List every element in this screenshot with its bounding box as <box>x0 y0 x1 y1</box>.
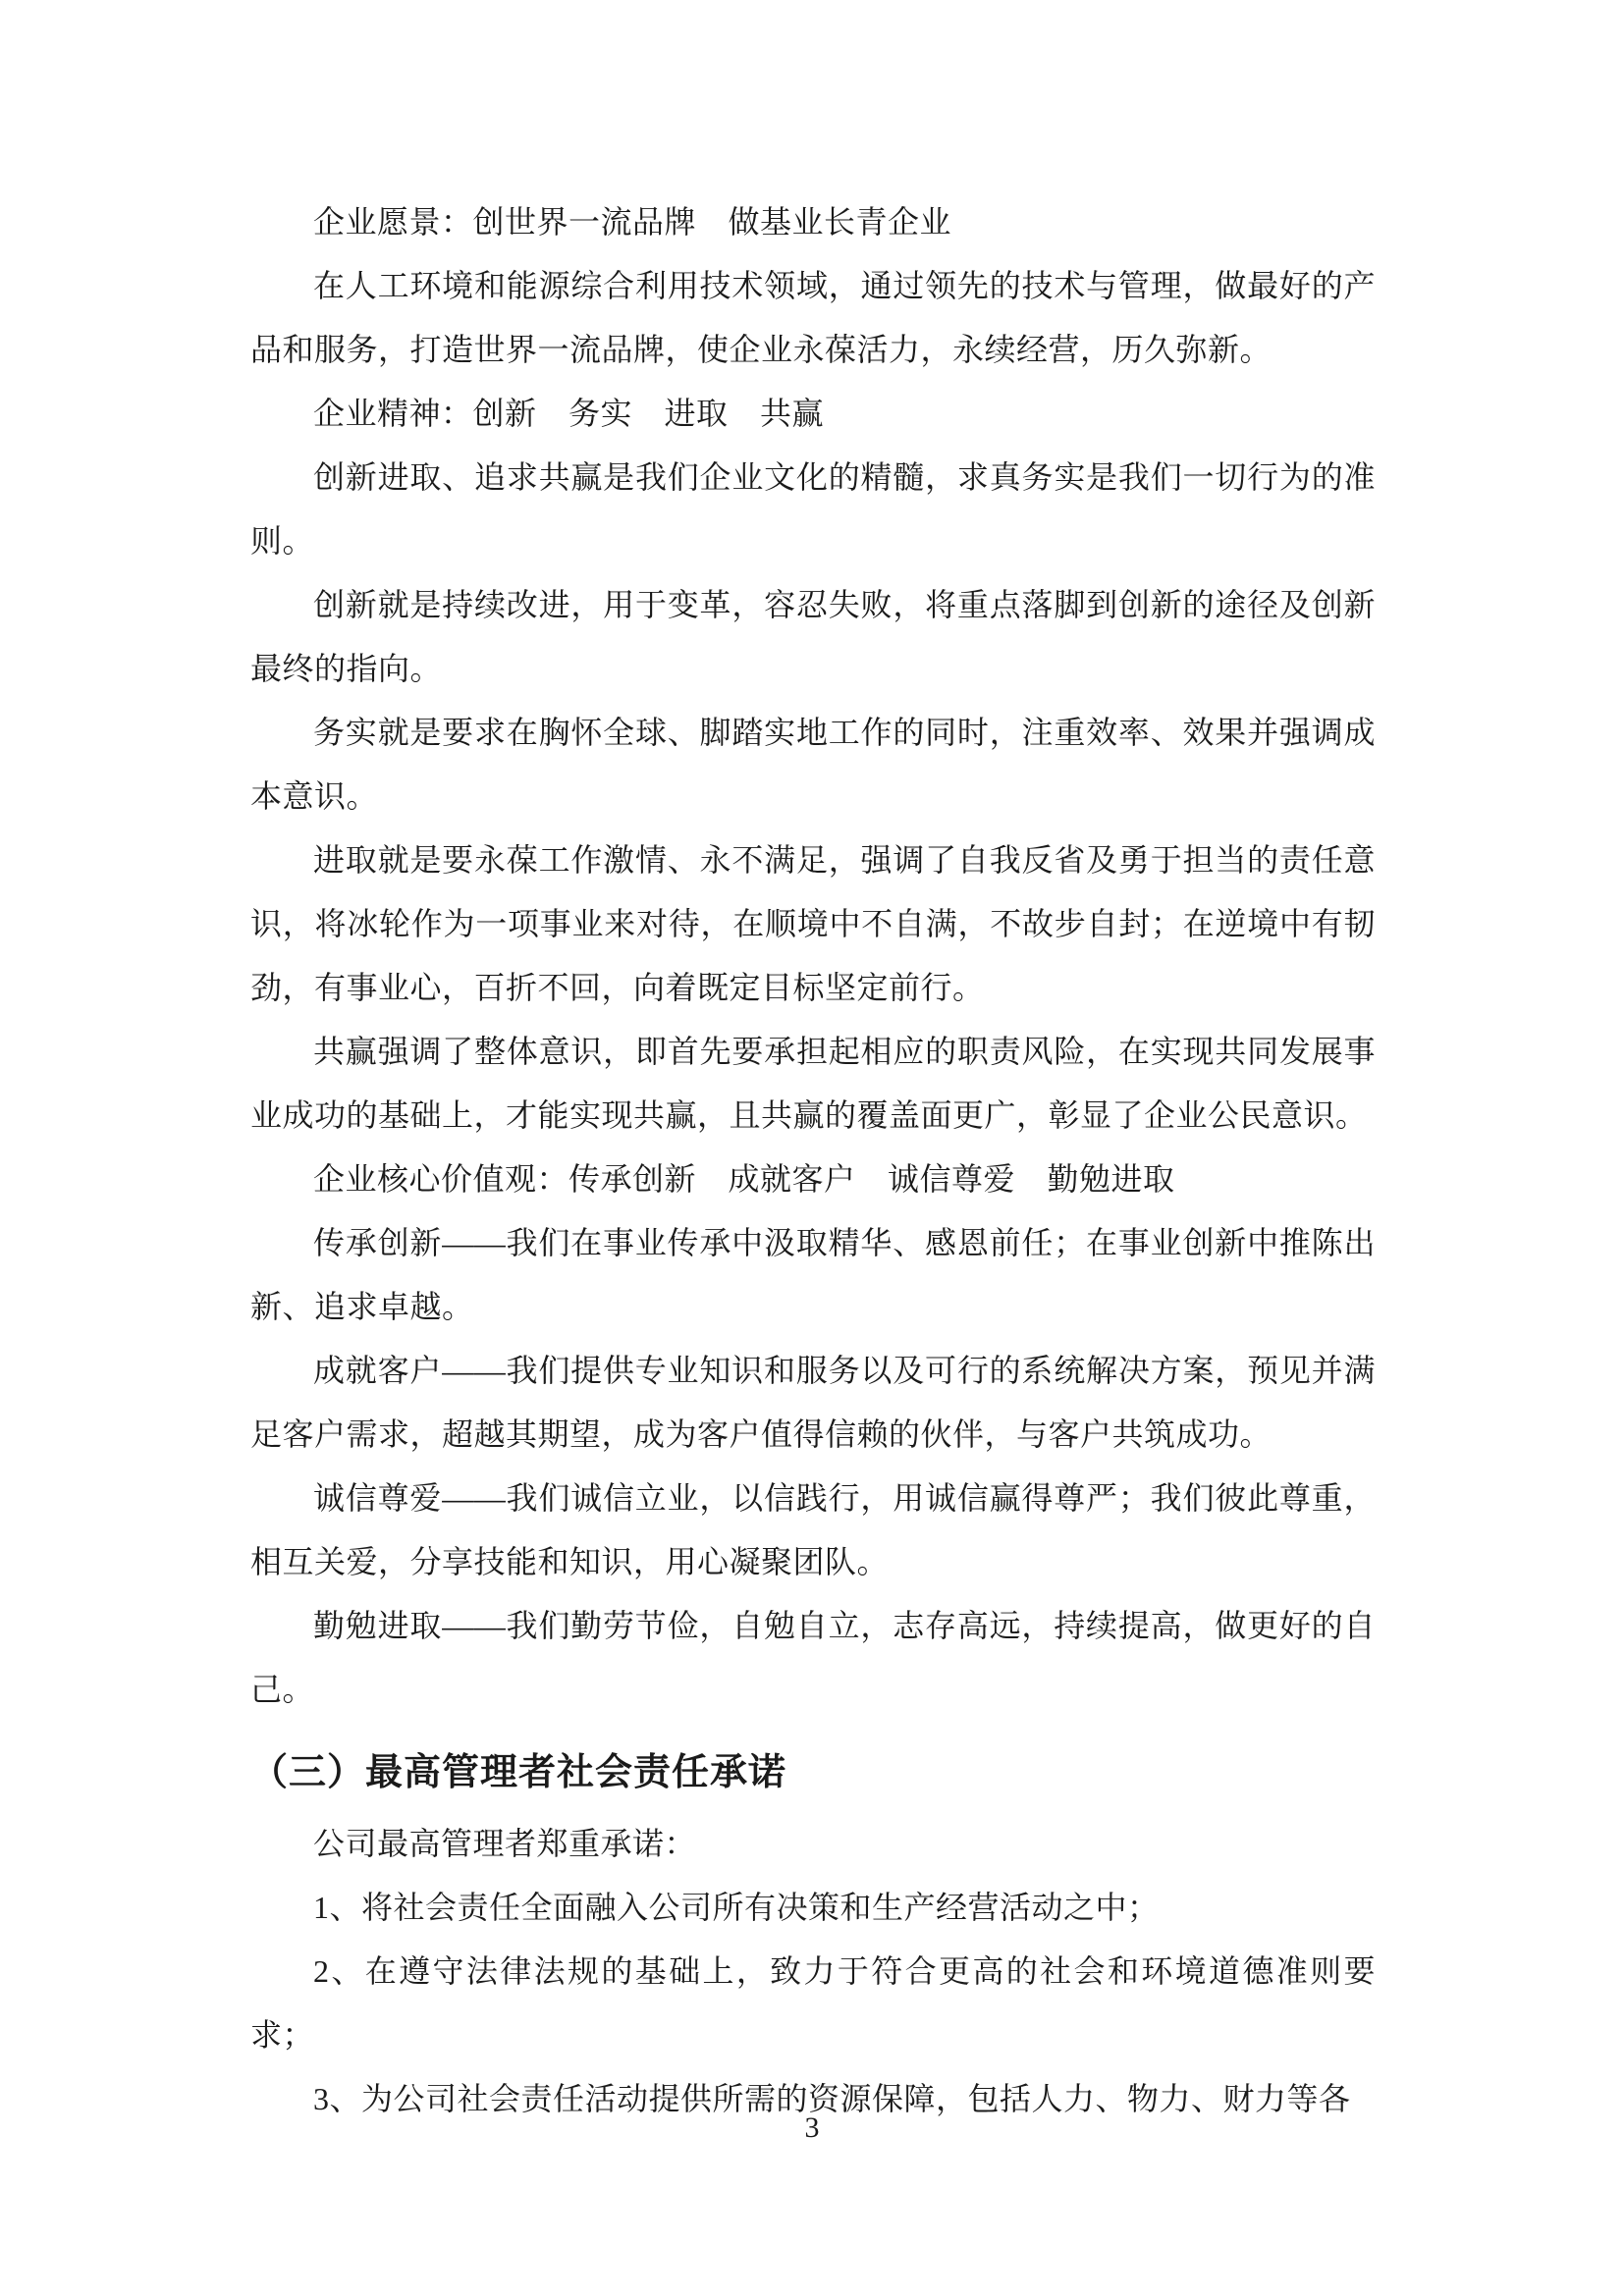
document-body <box>250 190 1376 2131</box>
paragraph: 共赢强调了整体意识，即首先要承担起相应的职责风险，在实现共同发展事业成功的基础上，才能实现共赢，且共赢的覆盖面更广，彰显了企业公民意识。 <box>250 1034 1376 1133</box>
paragraph: 3、为公司社会责任活动提供所需的资源保障，包括人力、物力、财力等各 <box>313 2081 1351 2116</box>
paragraph: 创新进取、追求共赢是我们企业文化的精髓，求真务实是我们一切行为的准则。 <box>250 459 1376 559</box>
paragraph: 传承创新——我们在事业传承中汲取精华、感恩前任；在事业创新中推陈出新、追求卓越。 <box>250 1225 1376 1324</box>
paragraph: 进取就是要永葆工作激情、永不满足，强调了自我反省及勇于担当的责任意识，将冰轮作为一项事业来对待，在顺境中不自满，不故步自封；在逆境中有韧劲，有事业心，百折不回，向着既定目标坚定前行。 <box>250 842 1376 1005</box>
paragraph: 公司最高管理者郑重承诺： <box>313 1826 697 1861</box>
paragraph: 创新就是持续改进，用于变革，容忍失败，将重点落脚到创新的途径及创新最终的指向。 <box>250 587 1376 686</box>
paragraph: 成就客户——我们提供专业知识和服务以及可行的系统解决方案，预见并满足客户需求，超越其期望，成为客户值得信赖的伙伴，与客户共筑成功。 <box>250 1353 1376 1452</box>
page-number: 3 <box>804 2111 820 2144</box>
paragraph: 务实就是要求在胸怀全球、脚踏实地工作的同时，注重效率、效果并强调成本意识。 <box>250 715 1376 814</box>
paragraph: 2、在遵守法律法规的基础上，致力于符合更高的社会和环境道德准则要求； <box>250 1953 1376 2053</box>
paragraph: 企业核心价值观：传承创新 成就客户 诚信尊爱 勤勉进取 <box>313 1161 1175 1197</box>
section-heading: （三）最高管理者社会责任承诺 <box>250 1752 787 1793</box>
paragraph: 勤勉进取——我们勤劳节俭，自勉自立，志存高远，持续提高，做更好的自己。 <box>250 1608 1376 1707</box>
paragraph: 1、将社会责任全面融入公司所有决策和生产经营活动之中； <box>313 1890 1160 1925</box>
paragraph: 企业精神：创新 务实 进取 共赢 <box>313 396 825 431</box>
paragraph: 企业愿景：创世界一流品牌 做基业长青企业 <box>313 204 952 240</box>
paragraph: 在人工环境和能源综合利用技术领域，通过领先的技术与管理，做最好的产品和服务，打造世界一流品牌，使企业永葆活力，永续经营，历久弥新。 <box>250 268 1376 367</box>
paragraph: 诚信尊爱——我们诚信立业，以信践行，用诚信赢得尊严；我们彼此尊重，相互关爱，分享技能和知识，用心凝聚团队。 <box>250 1480 1376 1579</box>
